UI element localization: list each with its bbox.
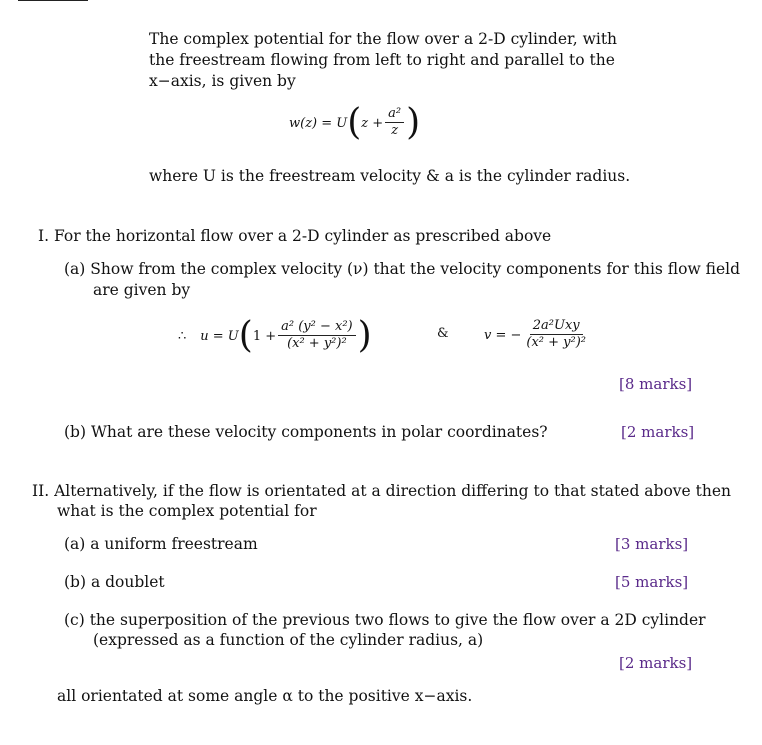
eq-w-term: z +	[361, 115, 384, 131]
eq-u-numerator: a² (y² − x²)	[278, 319, 356, 336]
q2-footer: all orientated at some angle α to the positive x−axis.	[57, 687, 473, 705]
eq-v-denominator: (x² + y²)²	[526, 334, 587, 350]
eq-v-lhs: v = −	[484, 327, 522, 343]
eq-u-lhs: u = U	[200, 328, 239, 344]
complex-potential-equation	[289, 100, 420, 146]
eq-w-close-paren: )	[406, 102, 421, 143]
q1b-marks: [2 marks]	[621, 423, 695, 441]
q2-heading-line-1: II. Alternatively, if the flow is orientated at a direction differing to that stated above then	[32, 482, 732, 500]
q1b-text: (b) What are these velocity components in polar coordinates?	[64, 423, 548, 441]
q2b-text: (b) a doublet	[64, 573, 165, 591]
eq-w-open-paren: (	[347, 102, 362, 143]
q1a-line-2: are given by	[93, 281, 191, 299]
q2c-line-2: (expressed as a function of the cylinder radius, a)	[93, 631, 484, 649]
intro-line-1: The complex potential for the flow over a 2-D cylinder, with	[149, 30, 618, 48]
eq-ampersand: &	[437, 326, 449, 341]
eq-v-fraction	[523, 318, 589, 351]
intro-line-2: the freestream flowing from left to right and parallel to the	[149, 51, 615, 69]
eq-w-lhs: w(z) = U	[289, 115, 348, 131]
eq-u-fraction	[278, 319, 356, 352]
velocity-v-equation	[484, 312, 591, 358]
q2b-marks: [5 marks]	[615, 573, 689, 591]
intro-where-line: where U is the freestream velocity & a is the cylinder radius.	[149, 167, 631, 185]
eq-u-close-paren: )	[357, 315, 372, 356]
intro-line-3: x−axis, is given by	[149, 72, 296, 90]
eq-w-numerator: a²	[385, 106, 404, 123]
top-rule	[18, 0, 88, 1]
q2c-marks: [2 marks]	[619, 654, 693, 672]
q2a-marks: [3 marks]	[615, 535, 689, 553]
eq-w-fraction	[385, 106, 404, 139]
eq-u-one: 1 +	[252, 328, 277, 344]
q2-heading-line-2: what is the complex potential for	[57, 502, 317, 520]
eq-u-open-paren: (	[238, 315, 253, 356]
q2a-text: (a) a uniform freestream	[64, 535, 258, 553]
q1a-line-1: (a) Show from the complex velocity (ν) that the velocity components for this flow field	[64, 260, 741, 278]
velocity-u-equation	[178, 310, 372, 362]
eq-w-denominator: z	[391, 122, 399, 138]
eq-u-denominator: (x² + y²)²	[287, 335, 347, 351]
q2c-line-1: (c) the superposition of the previous two flows to give the flow over a 2D cylinder	[64, 611, 706, 629]
eq-v-numerator: 2a²Uxy	[530, 318, 583, 335]
q1-heading: I. For the horizontal flow over a 2-D cylinder as prescribed above	[38, 227, 552, 245]
q1a-marks: [8 marks]	[619, 375, 693, 393]
therefore-symbol: ∴	[178, 328, 187, 344]
